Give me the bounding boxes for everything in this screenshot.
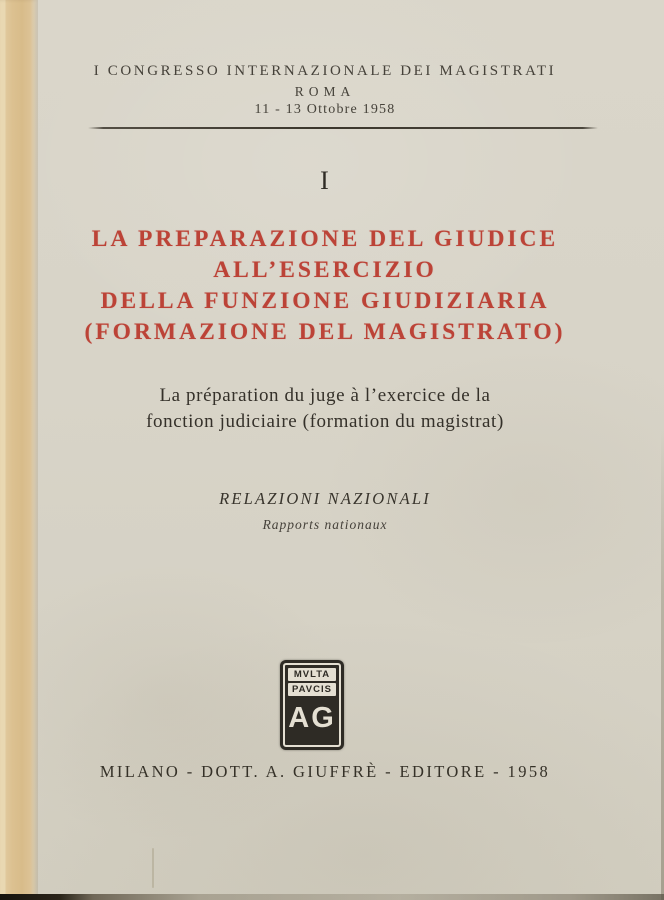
paper-scratch-mark (152, 848, 154, 888)
cover-page (22, 0, 628, 900)
subtitle-french-line-2: fonction judiciaire (formation du magistrat) (146, 411, 504, 432)
volume-numeral: I (320, 166, 330, 195)
book-title-line-1: LA PREPARAZIONE DEL GIUDICE (91, 226, 559, 252)
logo-monogram: AG (288, 702, 336, 734)
subtitle-french-line-1: La préparation du juge à l’exercice de la (159, 385, 491, 406)
section-heading-italian: RELAZIONI NAZIONALI (219, 489, 431, 508)
congress-city: ROMA (294, 84, 356, 99)
congress-dates: 11 - 13 Ottobre 1958 (254, 102, 396, 117)
header-divider-rule (88, 127, 598, 129)
section-heading-french: Rapports nationaux (262, 517, 388, 532)
subtitle-french (22, 383, 628, 435)
scan-edge-bottom (0, 894, 664, 900)
book-title-line-3: DELLA FUNZIONE GIUDIZIARIA (100, 288, 550, 314)
book-title-line-4: (FORMAZIONE DEL MAGISTRATO) (84, 319, 566, 345)
publisher-logo-frame (283, 663, 341, 747)
publisher-logo-giuffre (280, 660, 344, 750)
publisher-logo-motto (285, 665, 339, 696)
book-title (22, 224, 628, 348)
logo-motto-word-1: MVLTA (288, 668, 336, 681)
congress-title: I CONGRESSO INTERNAZIONALE DEI MAGISTRATI (93, 63, 557, 79)
imprint-line: MILANO - DOTT. A. GIUFFRÈ - EDITORE - 1958 (99, 762, 551, 781)
logo-motto-word-2: PAVCIS (288, 683, 336, 696)
book-title-line-2: ALL’ESERCIZIO (213, 257, 437, 283)
